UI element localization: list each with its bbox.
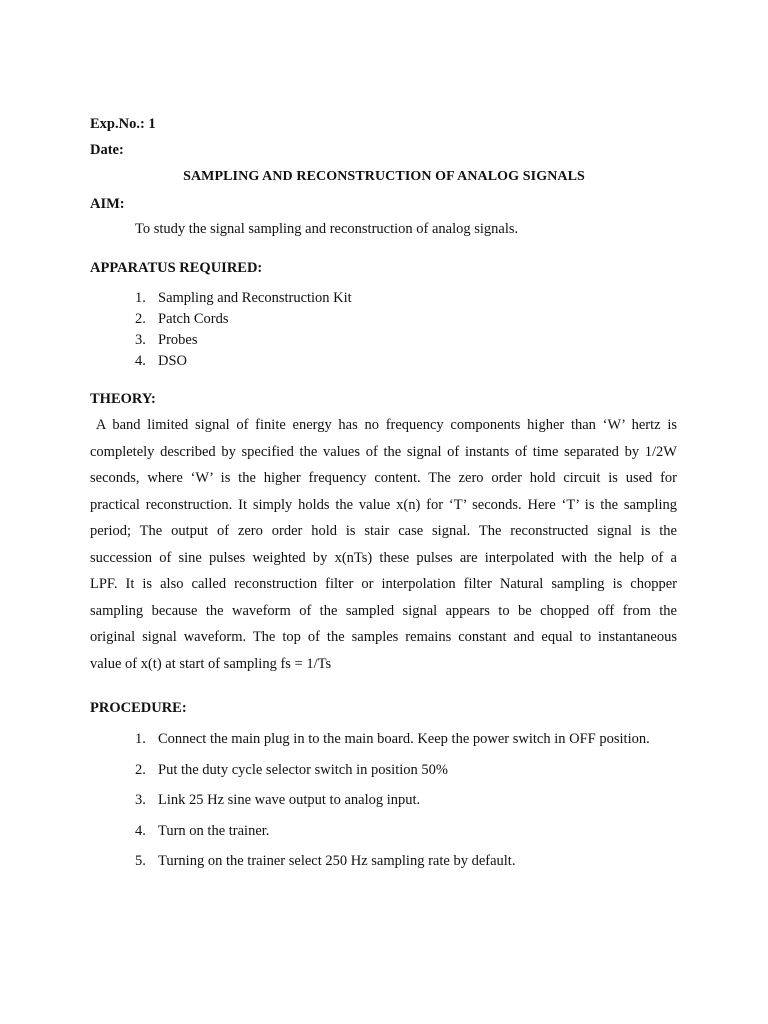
- list-number: 2.: [135, 311, 146, 327]
- theory-line: original signal waveform. The top of the samples remains constant and equal to instantaneous: [90, 629, 677, 645]
- theory-line: period; The output of zero order hold is stair case signal. The reconstructed signal is the: [90, 523, 677, 539]
- list-number: 2.: [135, 762, 146, 778]
- date-label: Date:: [90, 142, 124, 158]
- theory-paragraph: [90, 412, 677, 677]
- list-number: 3.: [135, 792, 146, 808]
- theory-line: seconds, where ‘W’ is the higher frequency content. The zero order hold circuit is used for: [90, 470, 677, 486]
- procedure-heading: PROCEDURE:: [90, 700, 187, 716]
- theory-line: succession of sine pulses weighted by x(nTs) these pulses are interpolated with the help of a: [90, 549, 677, 566]
- list-text: Patch Cords: [158, 311, 229, 327]
- apparatus-heading: APPARATUS REQUIRED:: [90, 260, 263, 276]
- list-text: Connect the main plug in to the main board. Keep the power switch in OFF position.: [158, 731, 650, 747]
- theory-line: sampling because the waveform of the sampled signal appears to be chopped off from the: [90, 602, 677, 619]
- theory-heading: THEORY:: [90, 391, 156, 407]
- list-text: Sampling and Reconstruction Kit: [158, 290, 352, 306]
- list-text: Put the duty cycle selector switch in position 50%: [158, 762, 448, 778]
- list-number: 5.: [135, 853, 146, 869]
- list-text: Link 25 Hz sine wave output to analog input.: [158, 792, 421, 808]
- theory-line: LPF. It is also called reconstruction filter or interpolation filter Natural sampling is chopper: [90, 576, 677, 592]
- document-title: SAMPLING AND RECONSTRUCTION OF ANALOG SIGNALS: [183, 169, 585, 184]
- theory-line: completely described by specified the values of the signal of instants of time separated by 1/2W: [90, 443, 677, 460]
- experiment-number: Exp.No.: 1: [90, 116, 156, 132]
- aim-text: To study the signal sampling and reconstruction of analog signals.: [135, 221, 519, 237]
- theory-line: practical reconstruction. It simply holds the value x(n) for ‘T’ seconds. Here ‘T’ is the sampling: [90, 496, 677, 513]
- list-number: 1.: [135, 731, 146, 747]
- list-number: 3.: [135, 332, 146, 348]
- list-number: 1.: [135, 290, 146, 306]
- list-text: DSO: [158, 353, 188, 369]
- aim-heading: AIM:: [90, 196, 125, 212]
- list-number: 4.: [135, 823, 146, 839]
- list-text: Probes: [158, 332, 198, 348]
- list-number: 4.: [135, 353, 146, 369]
- list-text: Turn on the trainer.: [158, 823, 270, 839]
- theory-line: value of x(t) at start of sampling fs = 1/Ts: [90, 655, 332, 672]
- list-text: Turning on the trainer select 250 Hz sampling rate by default.: [158, 853, 516, 869]
- theory-line: A band limited signal of finite energy has no frequency components higher than ‘W’ hertz is: [90, 417, 677, 433]
